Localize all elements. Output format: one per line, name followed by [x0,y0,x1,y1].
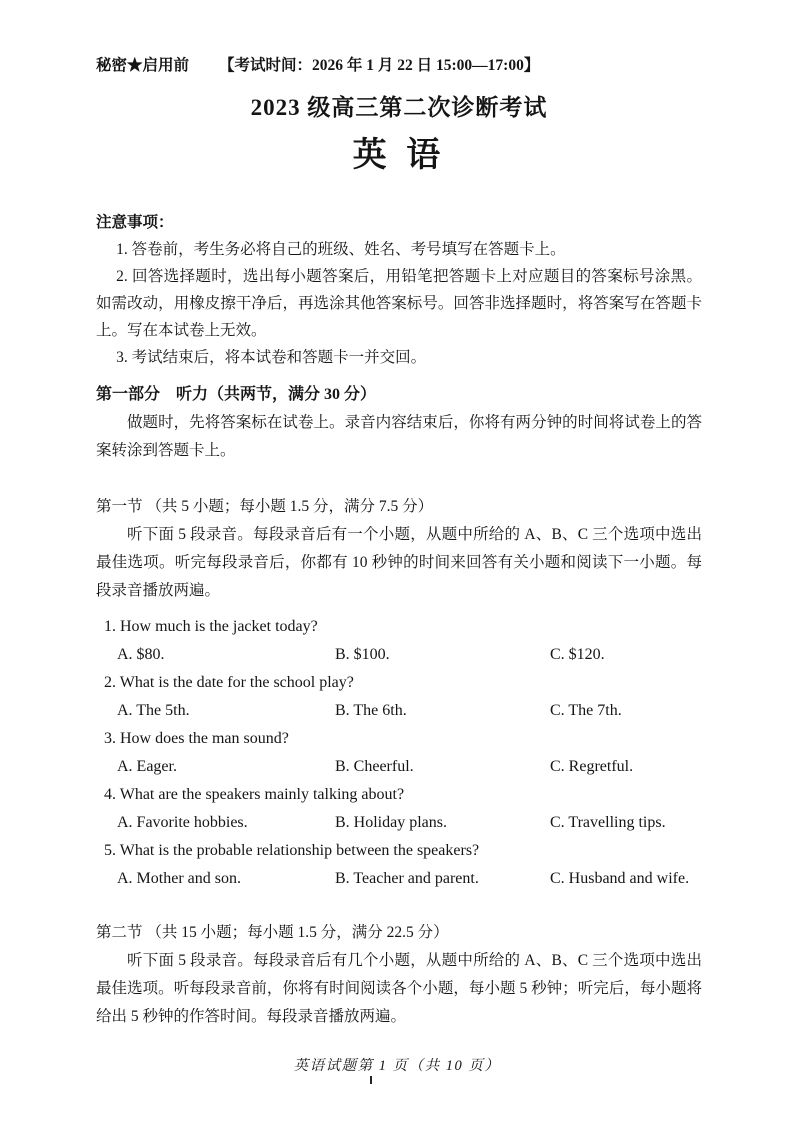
question-5-text [96,837,702,865]
option-c: C. The 7th. [550,702,622,719]
question-number: 5. [104,842,116,859]
section2-intro: 听下面 5 段录音。每段录音后有几个小题，从题中所给的 A、B、C 三个选项中选出最佳选项。听每段录音前，你将有时间阅读各个小题，每小题 5 秒钟；听完后，每小题将给出 5 秒钟的作答时间。每段录音播放两遍。 [96,952,702,1025]
option-c: C. Husband and wife. [550,870,690,887]
question-text: How does the man sound? [120,730,289,747]
part1-heading: 第一部分 听力（共两节，满分 30 分） [96,386,377,403]
part1-block [96,381,702,465]
option-b: B. Holiday plans. [335,814,447,831]
option-b: B. $100. [335,646,390,663]
exam-time-label: 【考试时间：2026 年 1 月 22 日 15:00—17:00】 [219,57,540,74]
subject-title: 英 语 [352,136,446,174]
option-a: A. Eager. [117,758,177,775]
question-4 [96,781,702,837]
question-3-text [96,725,702,753]
exam-title: 2023 级高三第二次诊断考试 [250,95,548,120]
option-a: A. Mother and son. [117,870,241,887]
section1-heading: 第一节 （共 5 小题；每小题 1.5 分，满分 7.5 分） [96,498,434,515]
notice-item-3: 3. 考试结束后，将本试卷和答题卡一并交回。 [116,349,427,366]
part1-intro: 做题时，先将答案标在试卷上。录音内容结束后，你将有两分钟的时间将试卷上的答案转涂到答题卡上。 [96,414,702,459]
question-1-text [96,613,702,641]
question-number: 3. [104,730,116,747]
section1-block [96,493,702,605]
option-a: A. $80. [117,646,165,663]
question-number: 4. [104,786,116,803]
question-1 [96,613,702,669]
option-c: C. Travelling tips. [550,814,666,831]
notice-heading: 注意事项： [96,214,174,231]
notice-section [96,209,702,371]
option-b: B. The 6th. [335,702,407,719]
question-2 [96,669,702,725]
page-footer: 英语试题第 1 页（共 10 页） [293,1058,501,1074]
question-text: How much is the jacket today? [120,618,318,635]
listening-questions [96,613,702,893]
question-2-options [96,697,702,725]
option-a: A. Favorite hobbies. [117,814,248,831]
page-header [96,55,702,77]
question-1-options [96,641,702,669]
notice-item-1: 1. 答卷前，考生务必将自己的班级、姓名、考号填写在答题卡上。 [116,241,566,258]
option-c: C. $120. [550,646,605,663]
question-number: 1. [104,618,116,635]
question-4-options [96,809,702,837]
section2-heading: 第二节 （共 15 小题；每小题 1.5 分，满分 22.5 分） [96,924,449,941]
question-text: What is the date for the school play? [119,674,354,691]
question-text: What are the speakers mainly talking about? [119,786,405,803]
question-5-options [96,865,702,893]
section1-intro: 听下面 5 段录音。每段录音后有一个小题，从题中所给的 A、B、C 三个选项中选出最佳选项。听完每段录音后，你都有 10 秒钟的时间来回答有关小题和阅读下一小题。每段录音播放两遍。 [96,526,702,599]
question-text: What is the probable relationship between the speakers? [119,842,480,859]
question-3-options [96,753,702,781]
crop-mark [370,1076,372,1084]
question-4-text [96,781,702,809]
option-a: A. The 5th. [117,702,190,719]
notice-item-2: 2. 回答选择题时，选出每小题答案后，用铅笔把答题卡上对应题目的答案标号涂黑。如需改动，用橡皮擦干净后，再选涂其他答案标号。回答非选择题时，将答案写在答题卡上。写在本试卷上无效。 [96,268,702,339]
section2-block [96,919,702,1031]
option-b: B. Teacher and parent. [335,870,479,887]
question-5 [96,837,702,893]
option-c: C. Regretful. [550,758,634,775]
option-b: B. Cheerful. [335,758,414,775]
security-label: 秘密★启用前 [96,57,190,74]
question-number: 2. [104,674,116,691]
question-3 [96,725,702,781]
question-2-text [96,669,702,697]
